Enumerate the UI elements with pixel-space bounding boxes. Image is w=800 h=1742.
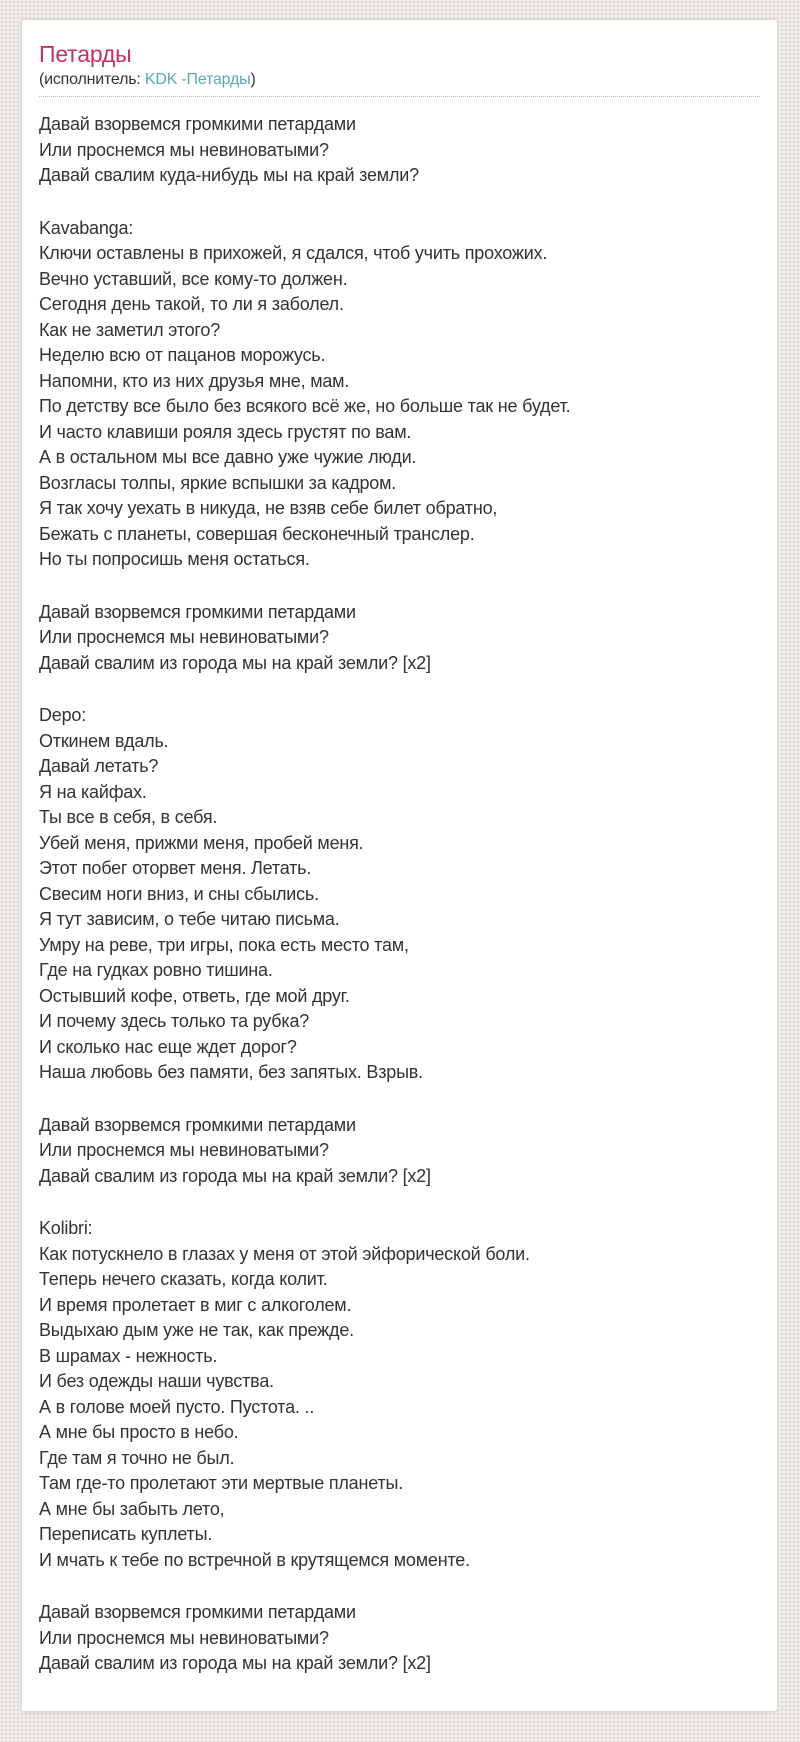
lyric-line: Давай свалим из города мы на край земли? [x2]: [39, 1653, 431, 1673]
lyric-line: Неделю всю от пацанов морожусь.: [39, 345, 326, 365]
lyric-line: Я тут зависим, о тебе читаю письма.: [39, 909, 340, 929]
lyric-line: И без одежды наши чувства.: [39, 1371, 274, 1391]
stanza: [39, 216, 760, 573]
lyric-line: И время пролетает в миг с алкоголем.: [39, 1294, 352, 1315]
artist-link[interactable]: KDK -Петарды: [144, 71, 251, 88]
lyric-line: Или проснемся мы невиноватыми?: [39, 627, 329, 647]
lyric-line: Выдыхаю дым уже не так, как прежде.: [39, 1320, 354, 1340]
lyric-line: Остывший кофе, ответь, где мой друг.: [39, 985, 350, 1006]
lyric-line: Или проснемся мы невиноватыми?: [39, 1140, 329, 1160]
lyric-line: Давай свалим из города мы на край земли? [x2]: [39, 1165, 431, 1186]
lyric-line: Ты все в себя, в себя.: [39, 807, 218, 827]
lyric-line: Или проснемся мы невиноватыми?: [39, 139, 329, 160]
lyric-line: И почему здесь только та рубка?: [39, 1011, 310, 1031]
lyric-line: Возгласы толпы, яркие вспышки за кадром.: [39, 472, 397, 493]
lyric-line: Где на гудках ровно тишина.: [39, 960, 273, 980]
lyric-line: Kolibri:: [39, 1218, 93, 1238]
lyric-line: Сегодня день такой, то ли я заболел.: [39, 294, 344, 314]
lyric-line: Kavabanga:: [39, 217, 134, 238]
song-header: [39, 40, 760, 97]
lyric-line: Напомни, кто из них друзья мне, мам.: [39, 370, 350, 391]
lyric-line: И мчать к тебе по встречной в крутящемся моменте.: [39, 1549, 470, 1570]
lyric-line: А в голове моей пусто. Пустота. ..: [39, 1396, 315, 1417]
lyric-line: Давай взорвемся громкими петардами: [39, 601, 356, 622]
lyrics-card: [21, 19, 778, 1712]
lyric-line: И сколько нас еще ждет дорог?: [39, 1036, 297, 1057]
lyric-line: Там где-то пролетают эти мертвые планеты.: [39, 1473, 404, 1493]
lyric-line: Наша любовь без памяти, без запятых. Взрыв.: [39, 1062, 423, 1082]
lyric-line: Depo:: [39, 705, 87, 725]
lyric-line: И часто клавиши рояля здесь грустят по вам.: [39, 421, 412, 442]
stanza: [39, 703, 760, 1086]
lyrics-text: [39, 112, 760, 1677]
song-title: Петарды: [39, 41, 132, 67]
lyric-line: Бежать с планеты, совершая бесконечный транслер.: [39, 523, 475, 544]
lyric-line: Убей меня, прижми меня, пробей меня.: [39, 832, 364, 853]
stanza: [39, 600, 760, 677]
lyric-line: Давай взорвемся громкими петардами: [39, 114, 356, 134]
lyric-line: Где там я точно не был.: [39, 1447, 235, 1468]
lyric-line: Как потускнело в глазах у меня от этой эйфорической боли.: [39, 1243, 530, 1264]
artist-label-suffix: ): [250, 71, 256, 88]
lyric-line: Давай взорвемся громкими петардами: [39, 1602, 356, 1622]
artist-label-prefix: (исполнитель:: [39, 71, 145, 88]
lyric-line: Но ты попросишь меня остаться.: [39, 549, 310, 569]
lyric-line: Умру на реве, три игры, пока есть место там,: [39, 934, 409, 955]
lyric-line: Давай летать?: [39, 756, 159, 776]
stanza: [39, 1600, 760, 1677]
lyric-line: Вечно уставший, все кому-то должен.: [39, 268, 348, 289]
lyric-line: Я на кайфах.: [39, 781, 147, 802]
lyric-line: В шрамах - нежность.: [39, 1345, 218, 1366]
lyric-line: Давай взорвемся громкими петардами: [39, 1114, 356, 1135]
lyric-line: Давай свалим из города мы на край земли? [x2]: [39, 652, 431, 673]
lyric-line: Откинем вдаль.: [39, 730, 169, 751]
lyric-line: Свесим ноги вниз, и сны сбылись.: [39, 883, 319, 904]
lyric-line: Этот побег оторвет меня. Летать.: [39, 858, 312, 878]
stanza: [39, 1216, 760, 1573]
lyric-line: А мне бы забыть лето,: [39, 1498, 225, 1519]
lyric-line: А мне бы просто в небо.: [39, 1422, 239, 1442]
lyric-line: Переписать куплеты.: [39, 1524, 213, 1544]
lyric-line: Теперь нечего сказать, когда колит.: [39, 1269, 328, 1289]
lyric-line: Как не заметил этого?: [39, 319, 221, 340]
stanza: [39, 1113, 760, 1190]
artist-line: [39, 70, 760, 90]
lyric-line: Ключи оставлены в прихожей, я сдался, чтоб учить прохожих.: [39, 243, 548, 263]
lyric-line: Я так хочу уехать в никуда, не взяв себе билет обратно,: [39, 498, 498, 518]
lyric-line: Или проснемся мы невиноватыми?: [39, 1627, 329, 1648]
lyric-line: По детству все было без всякого всё же, но больше так не будет.: [39, 396, 571, 416]
lyric-line: Давай свалим куда-нибудь мы на край земли?: [39, 165, 419, 185]
lyric-line: А в остальном мы все давно уже чужие люди.: [39, 447, 417, 467]
stanza: [39, 112, 760, 189]
